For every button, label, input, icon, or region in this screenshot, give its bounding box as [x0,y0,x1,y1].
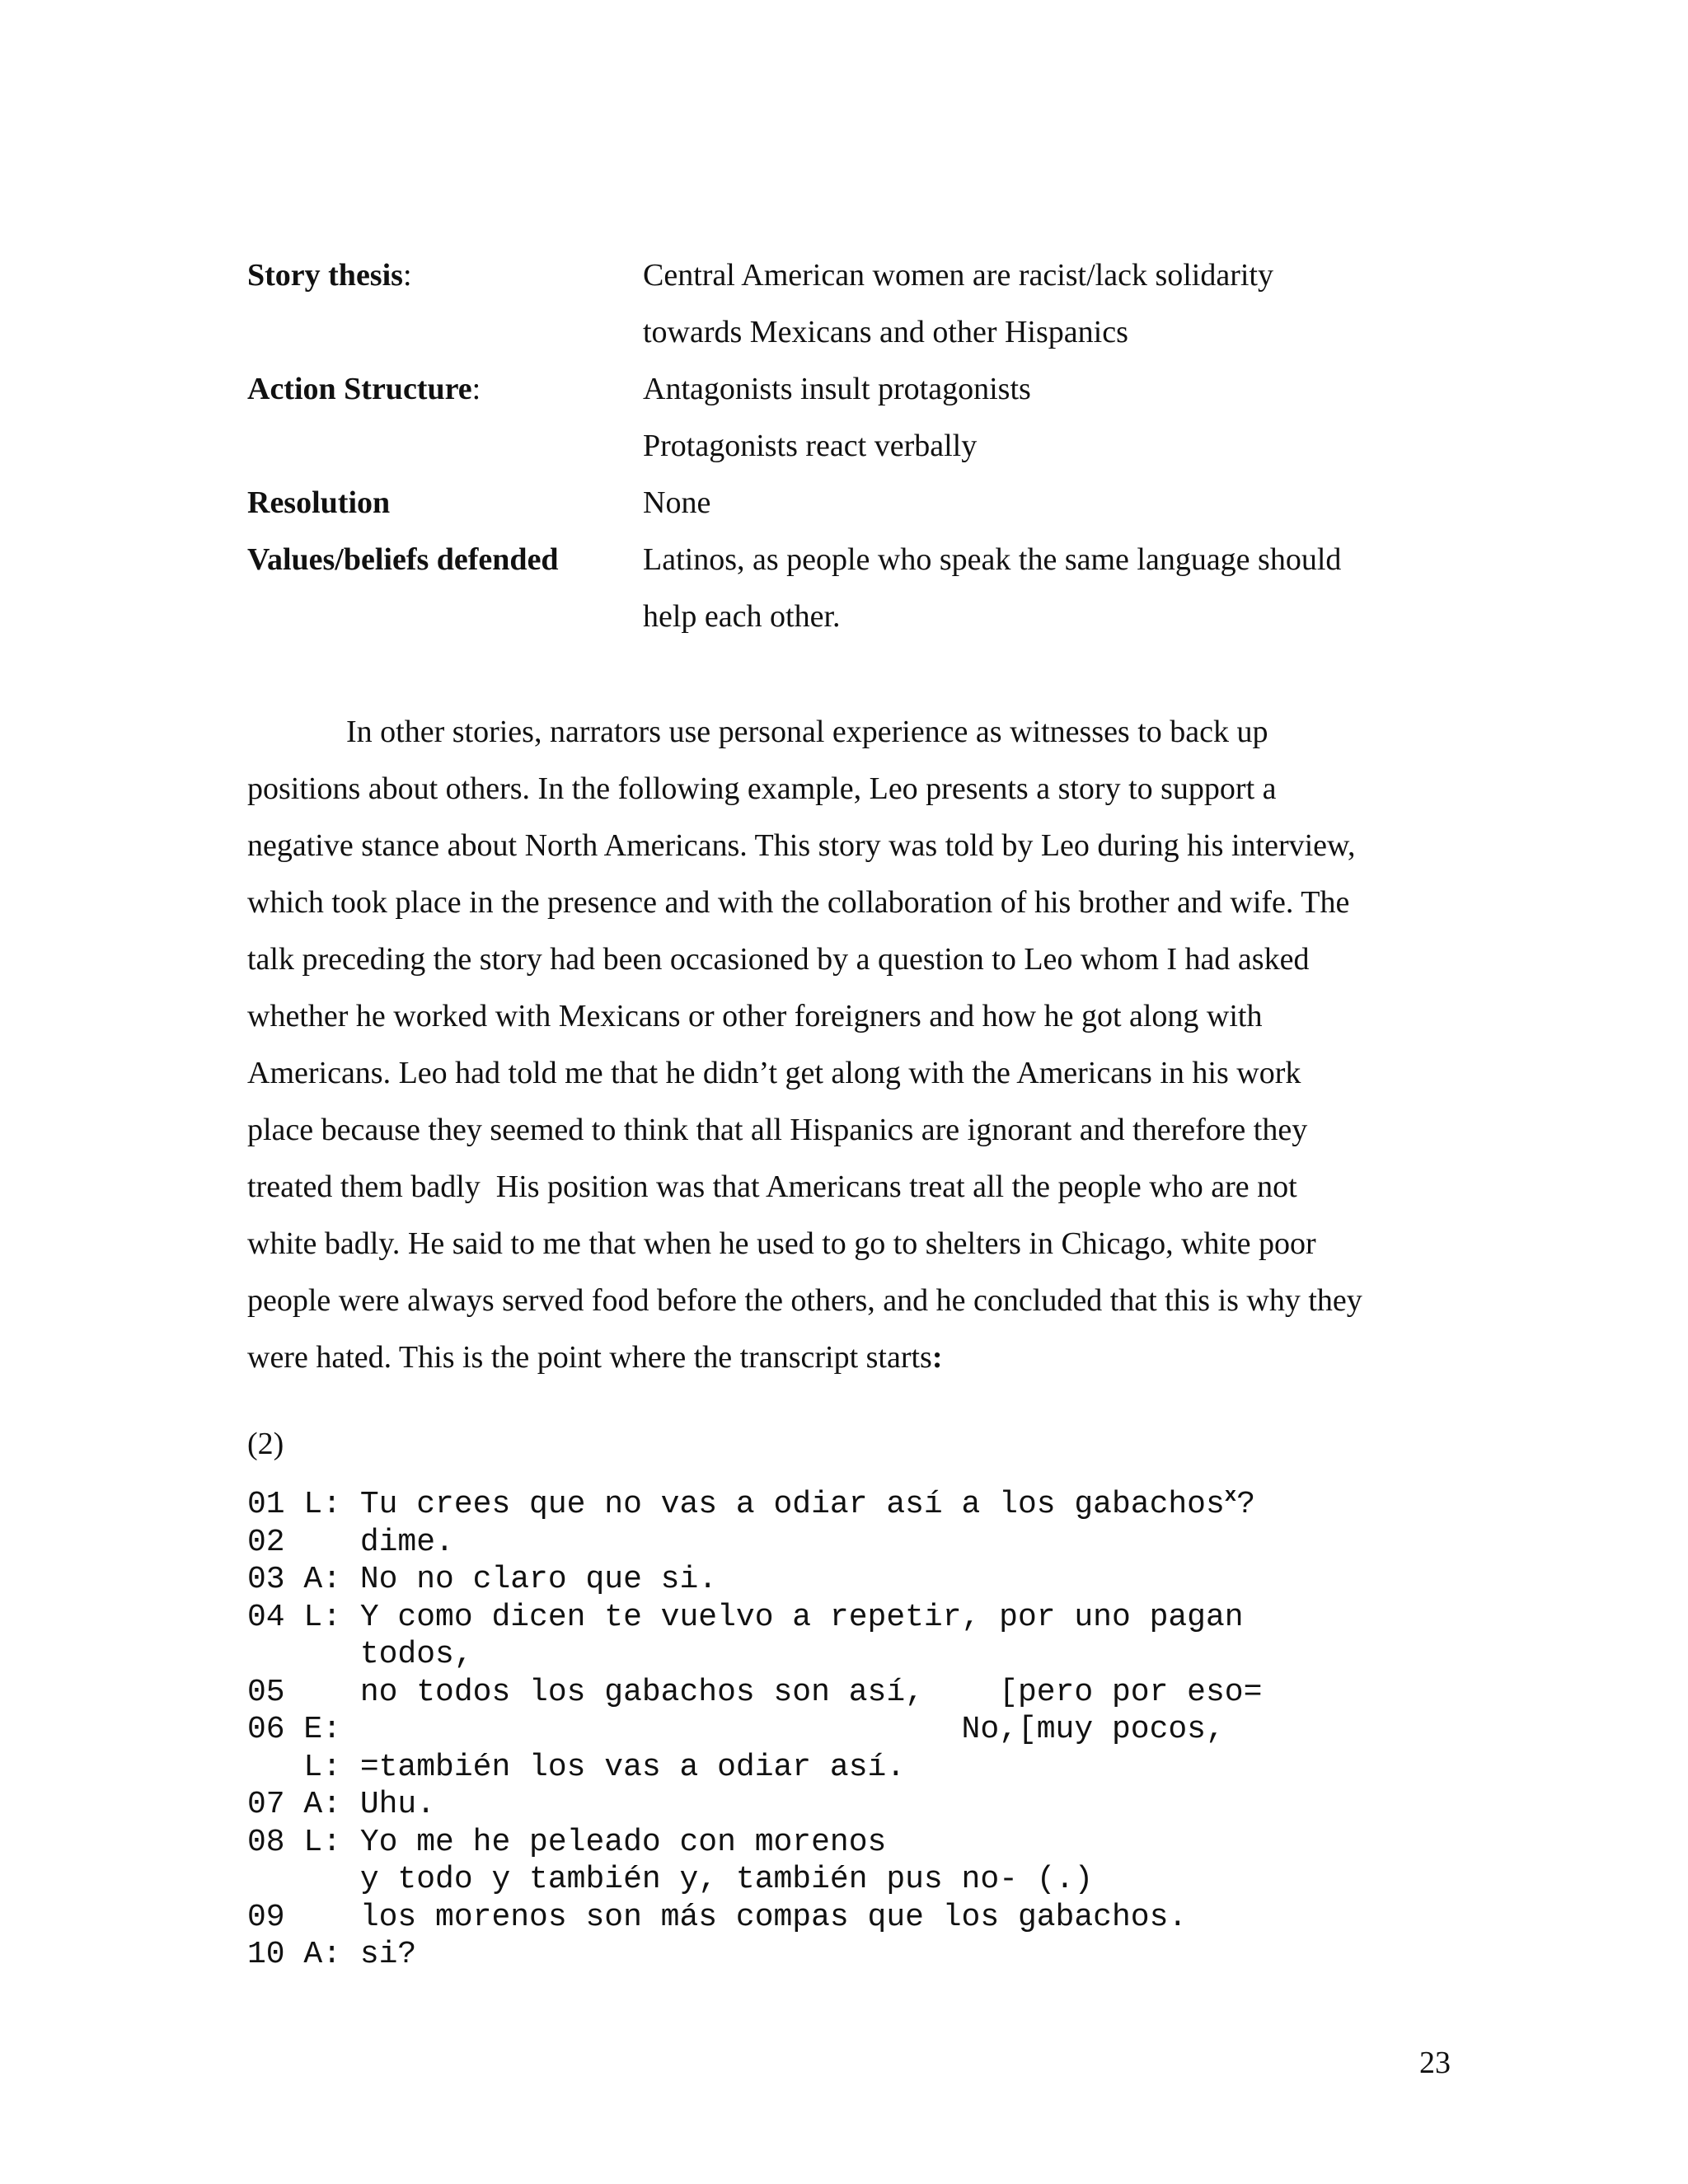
paragraph-line [247,1329,1451,1386]
transcript [247,1486,1451,1974]
transcript-line: 01 L: Tu crees que no vas a odiar así a los gabachos$^x$? [247,1485,1256,1522]
body-paragraph [247,704,1451,1386]
summary-label [247,304,643,361]
summary-value: None [643,485,711,520]
paragraph-line: treated them badly His position was that Americans treat all the people who are not [247,1169,1297,1204]
summary-row [247,588,1451,645]
transcript-line: 04 L: Y como dicen te vuelvo a repetir, por uno pagan [247,1599,1244,1635]
paragraph-final-colon: : [931,1340,943,1375]
transcript-line: 10 A: si? [247,1937,417,1972]
paragraph-line: talk preceding the story had been occasioned by a question to Leo whom I had asked [247,942,1310,977]
summary-value: Central American women are racist/lack solidarity [643,258,1273,293]
summary-label: Story thesis: [247,258,412,293]
summary-value: towards Mexicans and other Hispanics [643,315,1128,349]
transcript-line: 07 A: Uhu. [247,1787,436,1822]
paragraph-line: positions about others. In the following example, Leo presents a story to support a [247,771,1277,806]
paragraph-line: place because they seemed to think that all Hispanics are ignorant and therefore they [247,1113,1308,1147]
summary-label: Action Structure: [247,372,481,406]
story-summary-table [247,247,1451,645]
transcript-line: 02 dime. [247,1524,454,1560]
summary-row [247,247,1451,304]
paragraph-line: Americans. Leo had told me that he didn’t get along with the Americans in his work [247,1056,1301,1090]
summary-label [247,588,643,645]
transcript-line: 05 no todos los gabachos son así, [pero por eso= [247,1674,1263,1710]
paragraph-line: white badly. He said to me that when he used to go to shelters in Chicago, white poor [247,1226,1316,1261]
summary-label [247,418,643,475]
paragraph-line: whether he worked with Mexicans or other foreigners and how he got along with [247,999,1263,1033]
paragraph-line: which took place in the presence and with the collaboration of his brother and wife. The [247,885,1350,920]
transcript-line: 06 E: No,[muy pocos, [247,1712,1225,1747]
footnote-mark: x [1224,1485,1237,1507]
summary-value: Antagonists insult protagonists [643,372,1031,406]
summary-row [247,304,1451,361]
summary-row [247,532,1451,588]
paragraph-line: negative stance about North Americans. This story was told by Leo during his interview, [247,828,1356,863]
paragraph-line: In other stories, narrators use personal experience as witnesses to back up [346,715,1268,749]
transcript-line: y todo y también y, también pus no- (.) [247,1862,1094,1897]
transcript-line: todos, [247,1637,473,1672]
summary-label: Resolution [247,485,391,520]
page-number: 23 [1419,2046,1451,2080]
transcript-line: 08 L: Yo me he peleado con morenos [247,1824,887,1860]
example-number: (2) [247,1427,284,1461]
summary-row [247,418,1451,475]
summary-value: Latinos, as people who speak the same language should [643,542,1342,577]
summary-row [247,475,1451,532]
paragraph-line: people were always served food before the others, and he concluded that this is why they [247,1283,1362,1318]
transcript-line: 09 los morenos son más compas que los gabachos. [247,1899,1188,1935]
paragraph-line-text: were hated. This is the point where the transcript starts [247,1340,932,1375]
transcript-line: L: =también los vas a odiar así. [247,1749,906,1785]
transcript-line: 03 A: No no claro que si. [247,1562,718,1597]
summary-value: Protagonists react verbally [643,429,978,463]
summary-row [247,361,1451,418]
summary-label: Values/beliefs defended [247,542,559,577]
summary-value: help each other. [643,599,841,634]
